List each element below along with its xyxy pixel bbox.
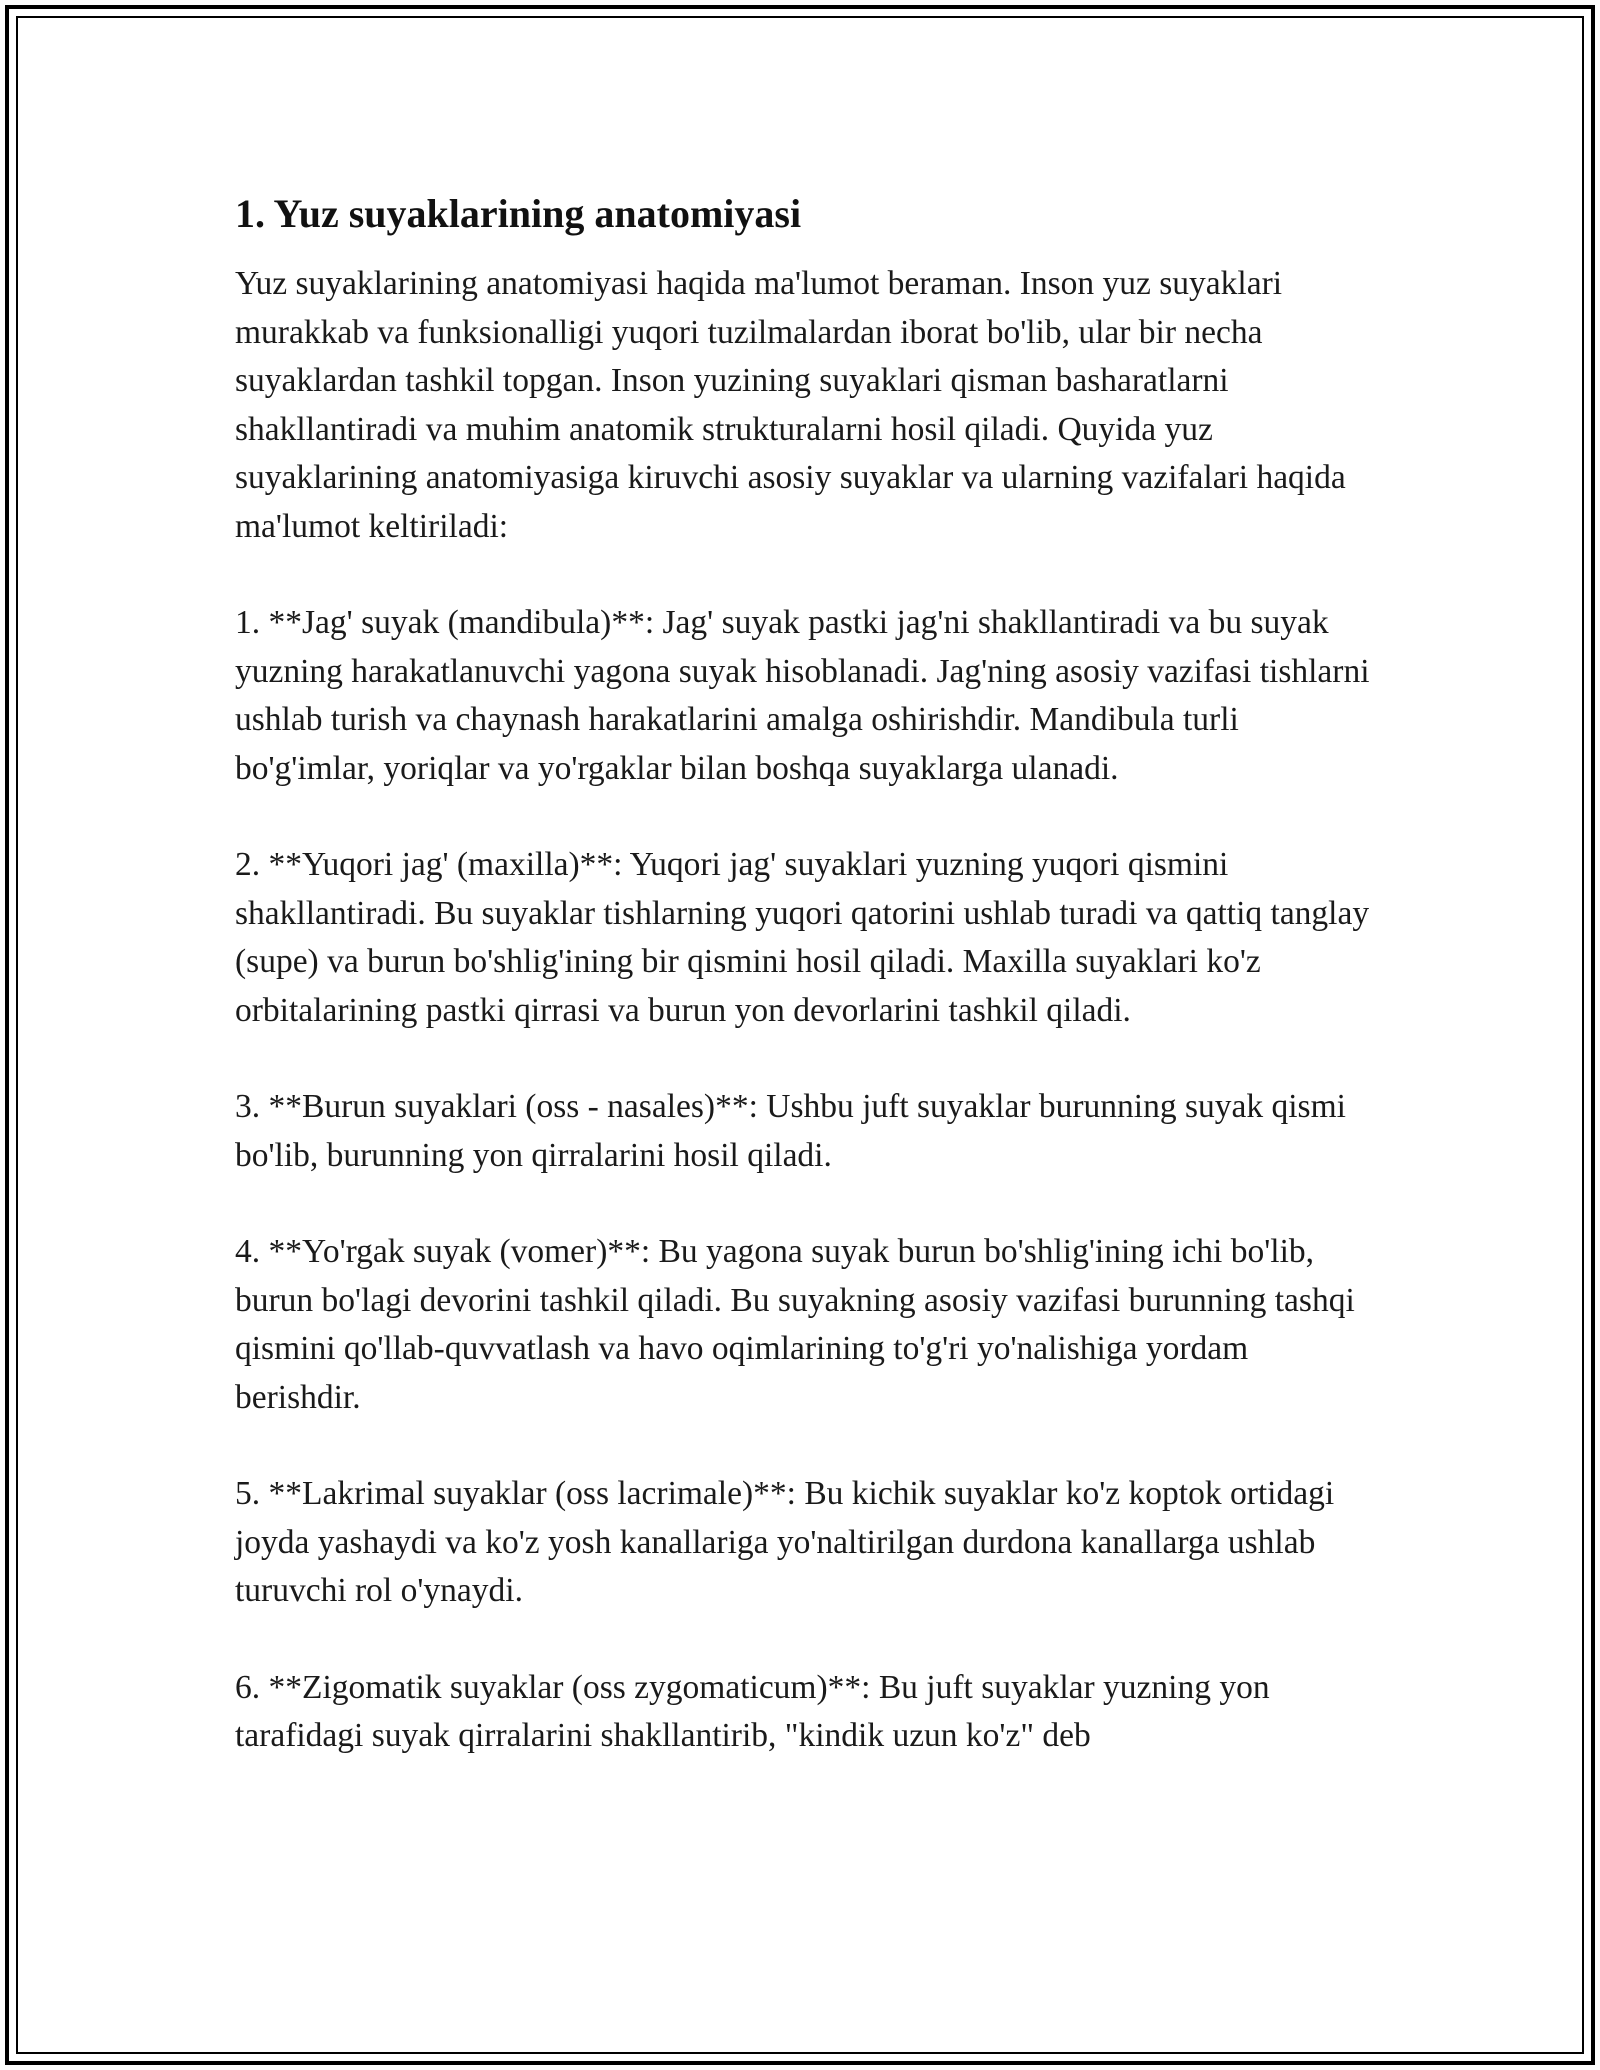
paragraph-maxilla: 2. **Yuqori jag' (maxilla)**: Yuqori jag' suyaklari yuzning yuqori qismini shakllantiradi. Bu suyaklar tishlarning yuqori qatorini ushlab turadi va qattiq tanglay (supe) va burun bo'shlig'ining bir qismini hosil qiladi. Maxilla suyaklari ko'z orbitalarining pastki qirrasi va burun yon devorlarini tashkil qiladi. xyxy=(235,846,1370,1029)
document-body xyxy=(235,260,1375,1761)
paragraph-nasales: 3. **Burun suyaklari (oss - nasales)**: Ushbu juft suyaklar burunning suyak qismi bo'lib, burunning yon qirralarini hosil qiladi. xyxy=(235,1088,1346,1174)
paragraph-zygomaticum: 6. **Zigomatik suyaklar (oss zygomaticum)**: Bu juft suyaklar yuzning yon tarafidagi suyak qirralarini shakllantirib, "kindik uzun ko'z" deb xyxy=(235,1668,1270,1754)
paragraph-mandibula: 1. **Jag' suyak (mandibula)**: Jag' suyak pastki jag'ni shakllantiradi va bu suyak yuzning harakatlanuvchi yagona suyak hisoblanadi. Jag'ning asosiy vazifasi tishlarni ushlab turish va chaynash harakatlarini amalga oshirishdir. Mandibula turli bo'g'imlar, yoriqlar va yo'rgaklar bilan boshqa suyaklarga ulanadi. xyxy=(235,604,1370,787)
paragraph-vomer: 4. **Yo'rgak suyak (vomer)**: Bu yagona suyak burun bo'shlig'ining ichi bo'lib, burun bo'lagi devorini tashkil qiladi. Bu suyakning asosiy vazifasi burunning tashqi qismini qo'llab-quvvatlash va havo oqimlarining to'g'ri yo'nalishiga yordam berishdir. xyxy=(235,1233,1355,1416)
paragraph-lacrimale: 5. **Lakrimal suyaklar (oss lacrimale)**: Bu kichik suyaklar ko'z koptok ortidagi joyda yashaydi va ko'z yosh kanallariga yo'naltirilgan durdona kanallarga ushlab turuvchi rol o'ynaydi. xyxy=(235,1475,1335,1609)
document-title: 1. Yuz suyaklarining anatomiyasi xyxy=(235,191,802,236)
intro-paragraph: Yuz suyaklarining anatomiyasi haqida ma'lumot beraman. Inson yuz suyaklari murakkab va funksionalligi yuqori tuzilmalardan iborat bo'lib, ular bir necha suyaklardan tashkil topgan. Inson yuzining suyaklari qisman basharatlarni shakllantiradi va muhim anatomik strukturalarni hosil qiladi. Quyida yuz suyaklarining anatomiyasiga kiruvchi asosiy suyaklar va ularning vazifalari haqida ma'lumot keltiriladi: xyxy=(235,265,1346,545)
document-content xyxy=(235,188,1375,1809)
